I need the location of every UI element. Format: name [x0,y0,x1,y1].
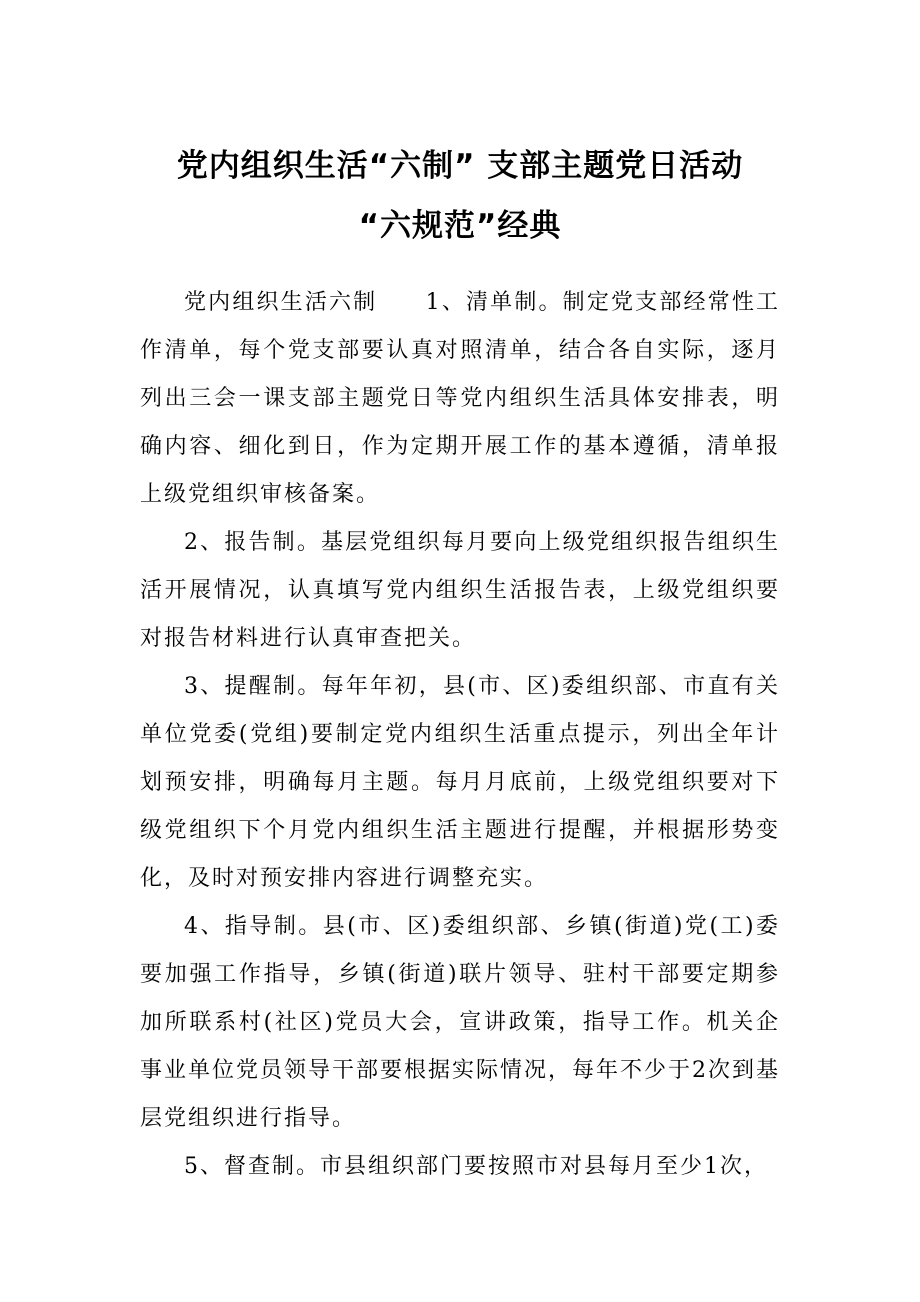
paragraph-3-text: 3、提醒制。每年年初，县(市、区)委组织部、市直有关单位党委(党组)要制定党内组织生活重点提示，列出全年计划预安排，明确每月主题。每月月底前，上级党组织要对下级党组织下个月党内组织生活主题进行提醒，并根据形势变化，及时对预安排内容进行调整充实。 [140,674,780,891]
paragraph-2-text: 2、报告制。基层党组织每月要向上级党组织报告组织生活开展情况，认真填写党内组织生活报告表，上级党组织要对报告材料进行认真审查把关。 [140,530,780,651]
paragraph-1 [140,279,780,519]
paragraph-2 [140,519,780,663]
paragraph-5-text: 5、督查制。市县组织部门要按照市对县每月至少1次， [184,1154,768,1179]
document-title-line-1: 党内组织生活“六制” 支部主题党日活动 [176,148,744,184]
document-title-line-2: “六规范”经典 [358,208,562,244]
paragraph-3 [140,663,780,903]
paragraph-5 [140,1143,780,1191]
paragraph-4-text: 4、指导制。县(市、区)委组织部、乡镇(街道)党(工)委要加强工作指导，乡镇(街道)联片领导、驻村干部要定期参加所联系村(社区)党员大会，宣讲政策，指导工作。机关企事业单位党员领导干部要根据实际情况，每年不少于2次到基层党组织进行指导。 [140,914,780,1131]
paragraph-1-text: 党内组织生活六制 1、清单制。制定党支部经常性工作清单，每个党支部要认真对照清单，结合各自实际，逐月列出三会一课支部主题党日等党内组织生活具体安排表，明确内容、细化到日，作为定期开展工作的基本遵循，清单报上级党组织审核备案。 [140,290,780,507]
paragraph-4 [140,903,780,1143]
